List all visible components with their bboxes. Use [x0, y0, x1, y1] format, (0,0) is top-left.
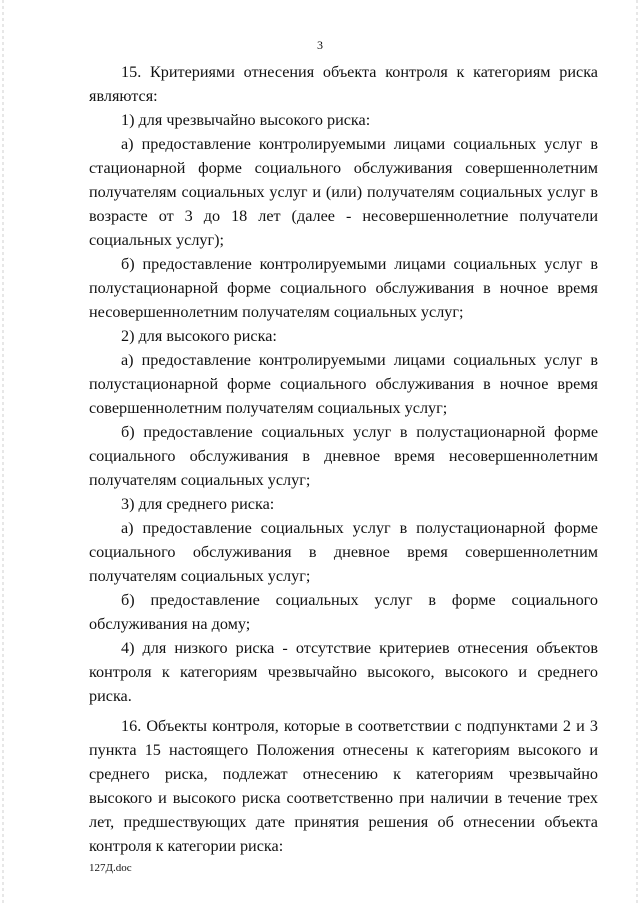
item-1a: а) предоставление контролируемыми лицами социальных услуг в стационарной форме социального обслуживания совершеннолетним получателям социальных услуг и (или) получателям социальных услуг в возрасте от 3 до 18 лет (далее - несовершеннолетние получатели социальных услуг); — [89, 135, 598, 249]
file-name-footer: 127Д.doc — [89, 862, 132, 874]
paragraph-15: 15. Критериями отнесения объекта контроля к категориям риска являются: — [89, 63, 598, 105]
scan-right-edge — [636, 0, 638, 905]
document-body — [89, 60, 598, 858]
page-number: 3 — [317, 38, 323, 52]
paragraph-16: 16. Объекты контроля, которые в соответствии с подпунктами 2 и 3 пункта 15 настоящего Положения отнесены к категориям высокого и среднего риска, подлежат отнесению к категориям чрезвычайно высокого и высокого риска соответственно при наличии в течение трех лет, предшествующих дате принятия решения об отнесении объекта контроля к категории риска: — [89, 717, 598, 855]
item-4-low-risk: 4) для низкого риска - отсутствие критериев отнесения объектов контроля к категориям чрезвычайно высокого, высокого и среднего риска. — [89, 639, 598, 705]
item-2a: а) предоставление контролируемыми лицами социальных услуг в полустационарной форме социального обслуживания в ночное время совершеннолетним получателям социальных услуг; — [89, 351, 598, 417]
item-3b: б) предоставление социальных услуг в форме социального обслуживания на дому; — [89, 591, 598, 633]
item-1-extremely-high-risk: 1) для чрезвычайно высокого риска: — [121, 111, 371, 129]
scan-left-edge — [2, 0, 4, 905]
item-2-high-risk: 2) для высокого риска: — [121, 327, 277, 345]
item-1b: б) предоставление контролируемыми лицами социальных услуг в полустационарной форме социального обслуживания в ночное время несовершеннолетним получателям социальных услуг; — [89, 255, 598, 321]
item-3-medium-risk: 3) для среднего риска: — [121, 495, 275, 513]
item-2b: б) предоставление социальных услуг в полустационарной форме социального обслуживания в дневное время несовершеннолетним получателям социальных услуг; — [89, 423, 598, 489]
item-3a: а) предоставление социальных услуг в полустационарной форме социального обслуживания в дневное время совершеннолетним получателям социальных услуг; — [89, 519, 598, 585]
